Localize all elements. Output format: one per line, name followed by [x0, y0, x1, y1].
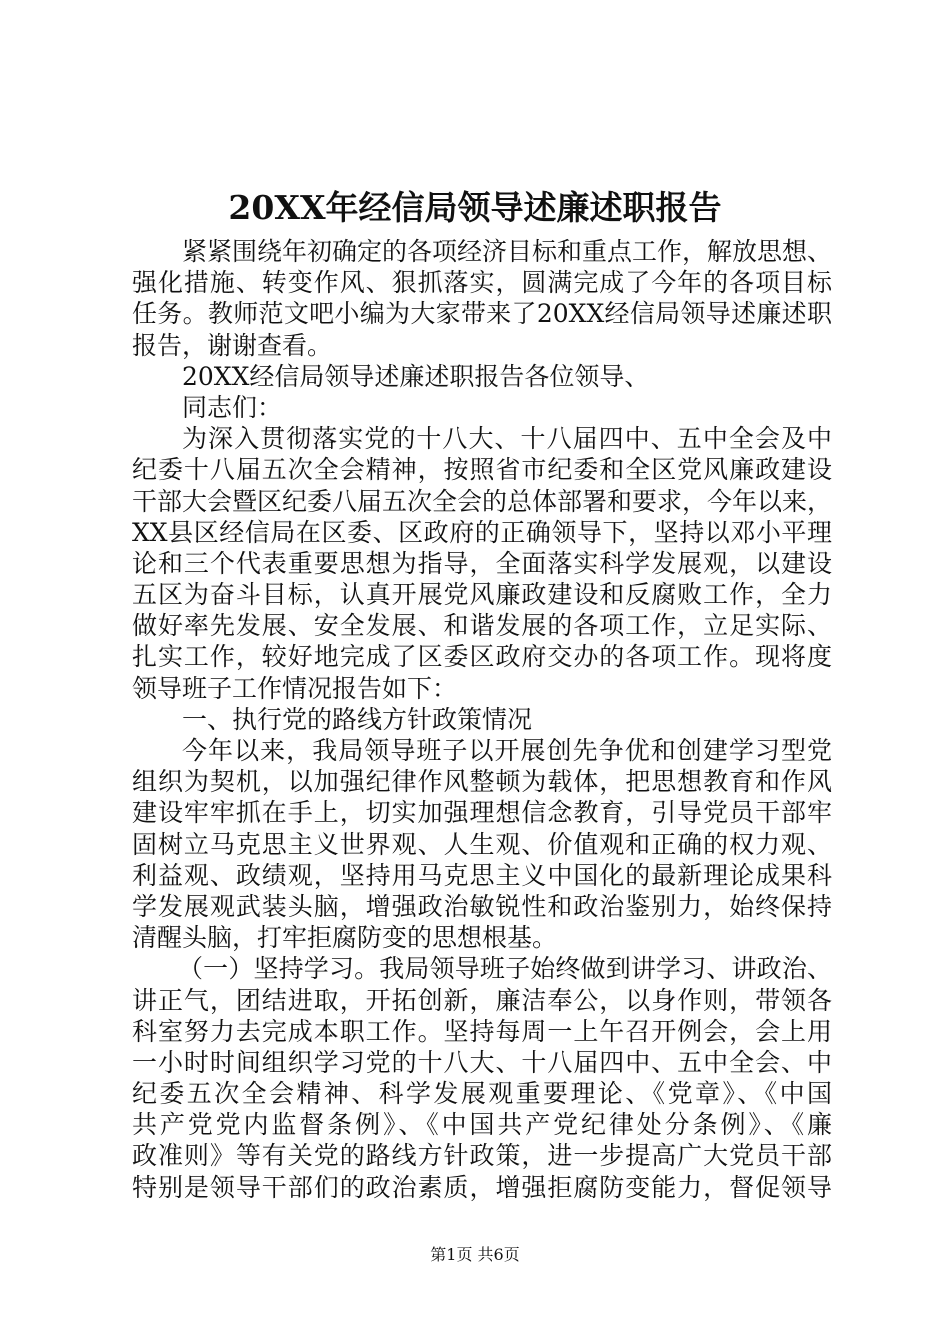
text-line: 任务。教师范文吧小编为大家带来了20XX经信局领导述廉述职 [132, 299, 832, 329]
text-line: 纪委五次全会精神、科学发展观重要理论、《党章》、《中国 [132, 1079, 832, 1109]
text-line: 一小时时间组织学习党的十八大、十八届四中、五中全会、中 [132, 1047, 832, 1077]
text-line: 紧紧围绕年初确定的各项经济目标和重点工作，解放思想、 [182, 237, 833, 266]
text-line: 同志们： [182, 392, 283, 422]
text-line: 干部大会暨区纪委八届五次全会的总体部署和要求，今年以来， [132, 486, 833, 516]
text-line: 讲正气，团结进取，开拓创新，廉洁奉公，以身作则，带领各 [132, 985, 832, 1015]
text-line: 20XX经信局领导述廉述职报告各位领导、 [182, 361, 650, 391]
text-line: 报告，谢谢查看。 [132, 330, 333, 360]
text-line: 特别是领导干部们的政治素质，增强拒腐防变能力，督促领导 [132, 1172, 832, 1202]
text-line: 强化措施、转变作风、狠抓落实，圆满完成了今年的各项目标 [132, 268, 832, 298]
text-line: 利益观、政绩观，坚持用马克思主义中国化的最新理论成果科 [132, 860, 832, 890]
text-line: （一）坚持学习。我局领导班子始终做到讲学习、讲政治、 [178, 954, 832, 984]
text-line: XX县区经信局在区委、区政府的正确领导下，坚持以邓小平理 [132, 517, 832, 547]
text-line: 扎实工作，较好地完成了区委区政府交办的各项工作。现将度 [132, 642, 832, 672]
page-number: 第1页 共6页 [430, 1245, 520, 1264]
text-line: 五区为奋斗目标，认真开展党风廉政建设和反腐败工作，全力 [132, 580, 832, 610]
section-heading: 一、执行党的路线方针政策情况 [182, 704, 533, 734]
text-line: 固树立马克思主义世界观、人生观、价值观和正确的权力观、 [132, 829, 832, 859]
text-line: 做好率先发展、安全发展、和谐发展的各项工作，立足实际、 [132, 611, 832, 641]
text-line: 论和三个代表重要思想为指导，全面落实科学发展观，以建设 [132, 548, 832, 578]
text-line: 政准则》等有关党的路线方针政策，进一步提高广大党员干部 [132, 1141, 832, 1171]
text-line: 学发展观武装头脑，增强政治敏锐性和政治鉴别力，始终保持 [132, 891, 832, 921]
text-line: 共产党党内监督条例》、《中国共产党纪律处分条例》、《廉 [132, 1110, 832, 1140]
text-line: 建设牢牢抓在手上，切实加强理想信念教育，引导党员干部牢 [132, 798, 832, 828]
text-line: 为深入贯彻落实党的十八大、十八届四中、五中全会及中 [182, 424, 832, 454]
document-title: 20XX年经信局领导述廉述职报告 [228, 188, 722, 227]
text-line: 今年以来，我局领导班子以开展创先争优和创建学习型党 [182, 736, 832, 765]
text-line: 组织为契机，以加强纪律作风整顿为载体，把思想教育和作风 [132, 767, 832, 797]
text-line: 清醒头脑，打牢拒腐防变的思想根基。 [132, 923, 558, 953]
text-line: 领导班子工作情况报告如下： [132, 673, 458, 703]
text-line: 纪委十八届五次全会精神，按照省市纪委和全区党风廉政建设 [132, 455, 832, 485]
document-body [132, 236, 832, 1203]
text-line: 科室努力去完成本职工作。坚持每周一上午召开例会，会上用 [132, 1016, 832, 1046]
